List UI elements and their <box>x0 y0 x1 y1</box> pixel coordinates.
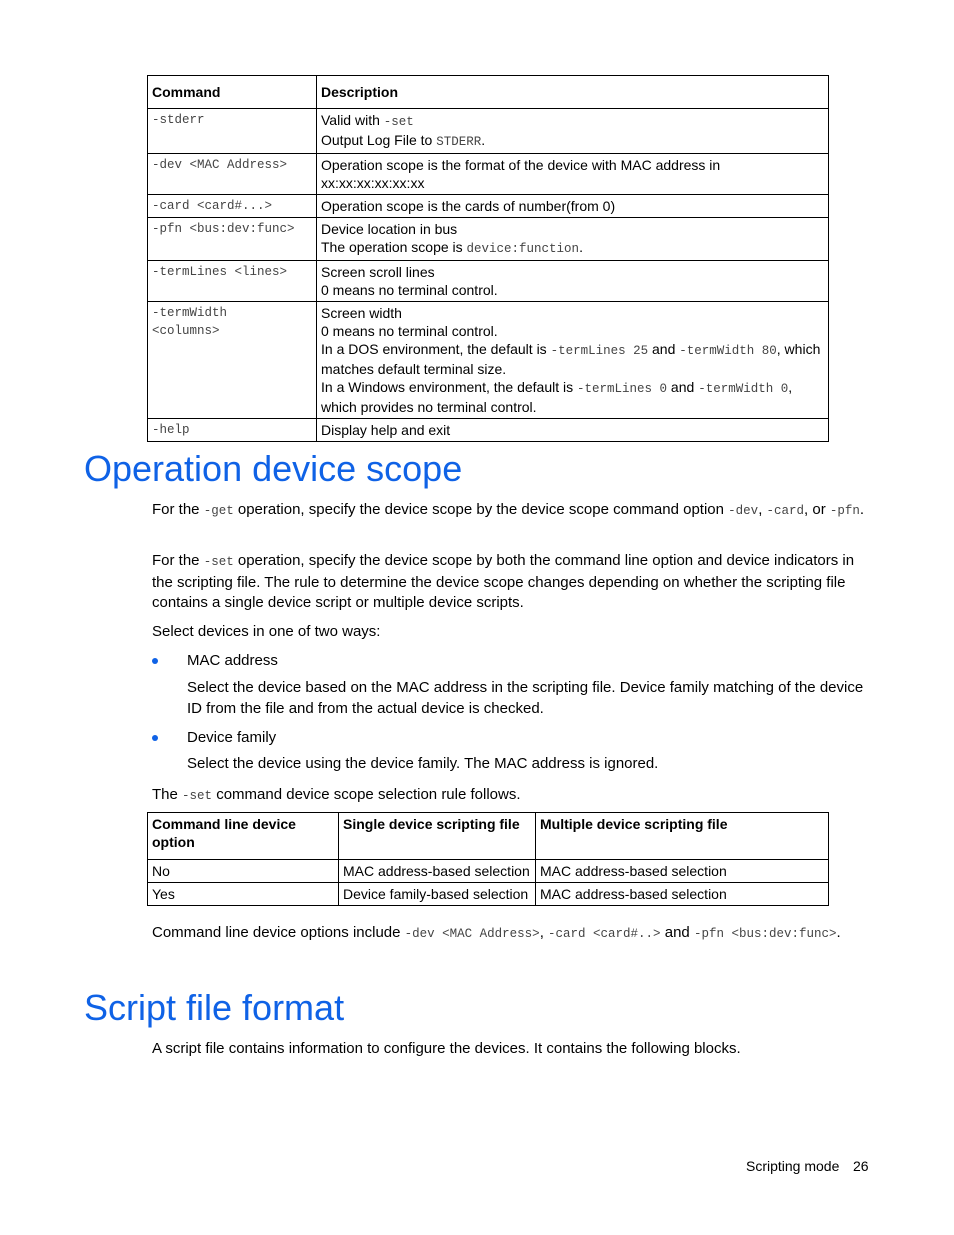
table-row <box>148 419 829 442</box>
description-line: Screen scroll lines <box>321 264 435 280</box>
table-cell: Device family-based selection <box>339 883 536 906</box>
command-cell: -termLines <lines> <box>148 261 317 302</box>
description-line: In a Windows environment, the default is -termLines 0 and -termWidth 0, which provides no terminal control. <box>321 379 793 415</box>
column-header-multiple-device: Multiple device scripting file <box>536 813 829 860</box>
section-heading-script-file-format: Script file format <box>84 987 345 1028</box>
paragraph-device-options: Command line device options include -dev <MAC Address>, -card <card#..> and -pfn <bus:dev:func>. <box>152 924 841 941</box>
description-line: 0 means no terminal control. <box>321 323 498 339</box>
table-cell: MAC address-based selection <box>339 860 536 883</box>
paragraph-select-devices: Select devices in one of two ways: <box>152 623 381 640</box>
inline-code: -set <box>383 115 414 129</box>
description-line: Display help and exit <box>321 422 451 438</box>
description-line: Device location in bus <box>321 221 458 237</box>
bullet-icon <box>152 729 162 739</box>
description-cell <box>317 195 829 218</box>
description-line: Operation scope is the cards of number(from 0) <box>321 198 616 214</box>
table-row <box>148 261 829 302</box>
description-cell <box>317 109 829 154</box>
description-line: In a DOS environment, the default is -termLines 25 and -termWidth 80, which matches default terminal size. <box>321 341 821 377</box>
column-header-command-line-option: Command line device option <box>148 813 339 860</box>
inline-code: -dev <MAC Address> <box>404 927 540 941</box>
bullet-desc-device-family: Select the device using the device family. The MAC address is ignored. <box>187 755 659 772</box>
description-line: Valid with -set <box>321 112 414 129</box>
table-cell: Yes <box>148 883 339 906</box>
bullet-desc-mac-address: Select the device based on the MAC address in the scripting file. Device family matching of the device ID from the file and from the actual device is checked. <box>187 679 864 717</box>
inline-code: -termLines 25 <box>550 344 649 358</box>
footer-section-name: Scripting mode <box>746 1158 840 1174</box>
command-cell: -pfn <bus:dev:func> <box>148 218 317 261</box>
inline-code: -card <box>766 504 805 518</box>
description-line: Operation scope is the format of the device with MAC address in xx:xx:xx:xx:xx:xx <box>321 157 721 191</box>
table-row <box>148 195 829 218</box>
description-line: Output Log File to STDERR. <box>321 132 486 149</box>
table-row <box>148 302 829 419</box>
description-cell <box>317 154 829 195</box>
table-cell: No <box>148 860 339 883</box>
paragraph-set-operation: For the -set operation, specify the device scope by both the command line option and device indicators in the scripting file. The rule to determine the device scope changes depending on whether the scripting file contains a single device script or multiple device scripts. <box>152 552 855 611</box>
command-cell: -help <box>148 419 317 442</box>
table-row <box>148 860 829 883</box>
description-cell <box>317 261 829 302</box>
inline-code: -pfn <bus:dev:func> <box>693 927 837 941</box>
inline-code: device:function <box>466 242 580 256</box>
table-cell: MAC address-based selection <box>536 860 829 883</box>
column-header-command: Command <box>148 76 317 109</box>
inline-code: -termLines 0 <box>577 382 668 396</box>
table-row <box>148 883 829 906</box>
command-table <box>147 75 829 442</box>
table-row <box>148 154 829 195</box>
column-header-single-device: Single device scripting file <box>339 813 536 860</box>
command-cell: -stderr <box>148 109 317 154</box>
bullet-icon <box>152 652 162 662</box>
description-line: The operation scope is device:function. <box>321 239 583 256</box>
table-row <box>148 109 829 154</box>
paragraph-selection-rule: The -set command device scope selection rule follows. <box>152 786 521 803</box>
inline-code: -card <card#..> <box>548 927 661 941</box>
scope-selection-table <box>147 812 829 906</box>
paragraph-get-operation: For the -get operation, specify the device scope by the device scope command option -dev, -card, or -pfn. <box>152 501 865 518</box>
description-cell <box>317 419 829 442</box>
paragraph-script-file: A script file contains information to configure the devices. It contains the following blocks. <box>152 1040 741 1057</box>
command-cell: -termWidth <columns> <box>148 302 317 419</box>
column-header-description: Description <box>317 76 829 109</box>
section-heading-operation-device-scope: Operation device scope <box>84 448 463 489</box>
inline-code: -get <box>203 504 234 518</box>
description-line: 0 means no terminal control. <box>321 282 498 298</box>
table-row <box>148 218 829 261</box>
inline-code: -termWidth 0 <box>698 382 789 396</box>
description-cell <box>317 302 829 419</box>
bullet-title-device-family: Device family <box>187 729 277 746</box>
command-cell: -dev <MAC Address> <box>148 154 317 195</box>
inline-code: STDERR <box>436 135 482 149</box>
table-cell: MAC address-based selection <box>536 883 829 906</box>
table-header-row <box>148 813 829 860</box>
footer-page-number: 26 <box>853 1158 869 1174</box>
description-cell <box>317 218 829 261</box>
command-cell: -card <card#...> <box>148 195 317 218</box>
inline-code: -pfn <box>829 504 860 518</box>
table-header-row <box>148 76 829 109</box>
inline-code: -dev <box>728 504 759 518</box>
inline-code: -termWidth 80 <box>679 344 777 358</box>
description-line: Screen width <box>321 305 402 321</box>
bullet-title-mac-address: MAC address <box>187 652 278 669</box>
